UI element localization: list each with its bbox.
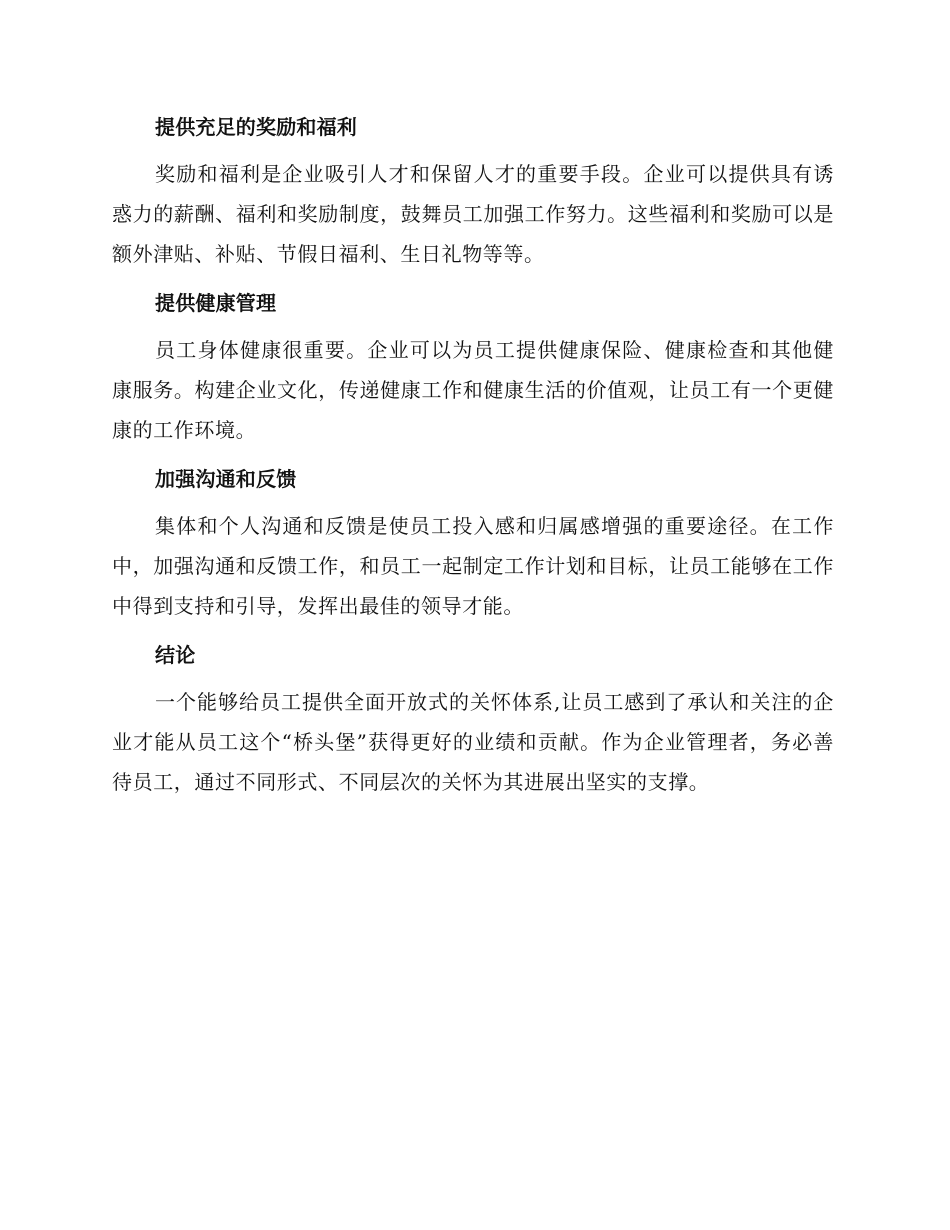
document-page	[112, 108, 834, 812]
section-paragraph: 员工身体健康很重要。企业可以为员工提供健康保险、健康检查和其他健康服务。构建企业文化，传递健康工作和健康生活的价值观，让员工有一个更健康的工作环境。	[112, 338, 834, 442]
section-paragraph: 奖励和福利是企业吸引人才和保留人才的重要手段。企业可以提供具有诱惑力的薪酬、福利和奖励制度，鼓舞员工加强工作努力。这些福利和奖励可以是额外津贴、补贴、节假日福利、生日礼物等等。	[112, 162, 834, 266]
section-conclusion	[112, 636, 834, 802]
section-rewards-benefits	[112, 108, 834, 274]
section-heading: 提供健康管理	[155, 291, 277, 315]
section-health-management	[112, 284, 834, 450]
section-heading: 提供充足的奖励和福利	[155, 115, 357, 139]
section-paragraph: 一个能够给员工提供全面开放式的关怀体系,让员工感到了承认和关注的企业才能从员工这个“桥头堡”获得更好的业绩和贡献。作为企业管理者，务必善待员工，通过不同形式、不同层次的关怀为其进展出坚实的支撑。	[112, 690, 834, 794]
section-heading: 加强沟通和反馈	[155, 467, 297, 491]
section-heading: 结论	[155, 643, 196, 667]
section-communication-feedback	[112, 460, 834, 626]
section-paragraph: 集体和个人沟通和反馈是使员工投入感和归属感增强的重要途径。在工作中，加强沟通和反馈工作，和员工一起制定工作计划和目标，让员工能够在工作中得到支持和引导，发挥出最佳的领导才能。	[112, 514, 834, 618]
